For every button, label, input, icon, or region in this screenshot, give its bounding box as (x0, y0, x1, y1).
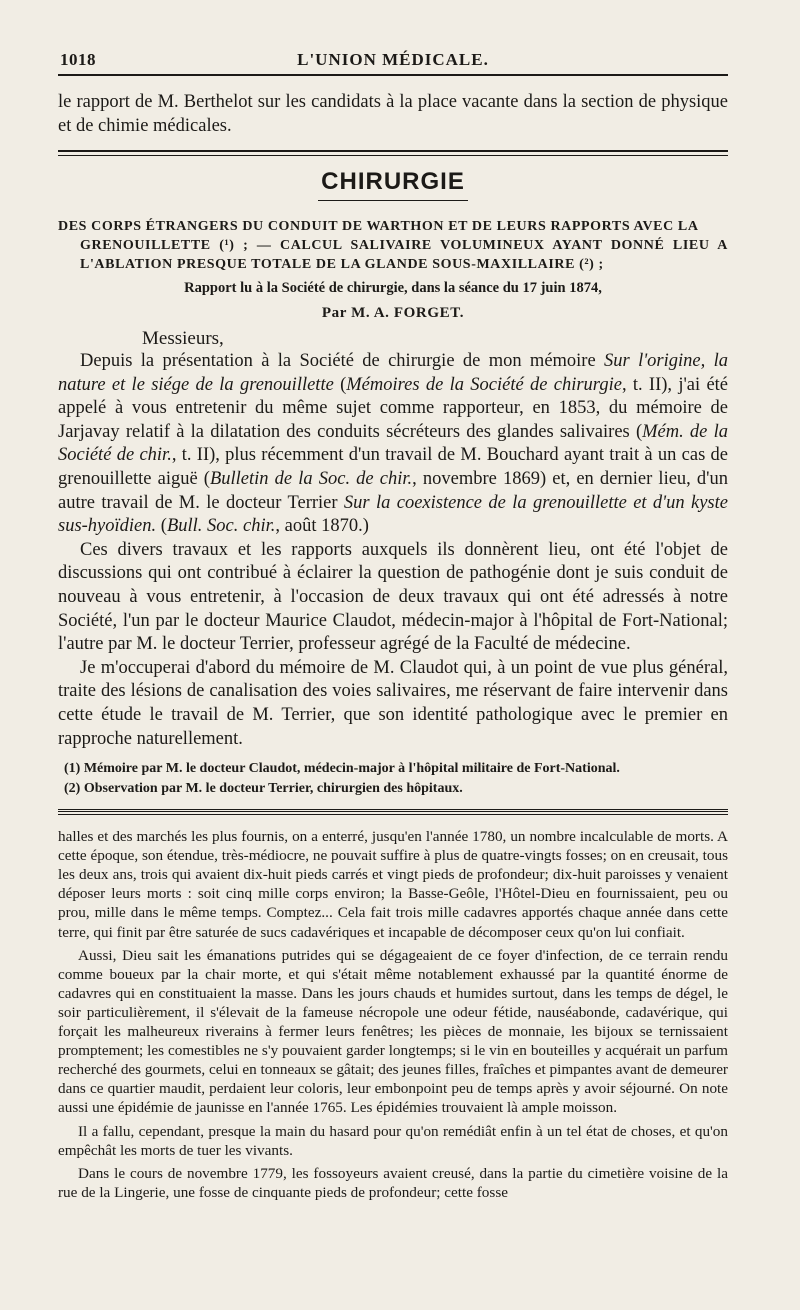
running-head (58, 40, 728, 76)
feuilleton-paragraph-3: Il a fallu, cependant, presque la main du hasard pour qu'on remédiât enfin à un tel état de choses, et qu'on empêchât les morts de tuer les vivants. (58, 1122, 728, 1159)
salutation: Messieurs, (142, 328, 224, 349)
page-number: 1018 (60, 50, 96, 69)
footnotes (58, 759, 728, 799)
article-title-line1: DES CORPS ÉTRANGERS DU CONDUIT DE WARTHON ET DE LEURS RAPPORTS AVEC LA (58, 219, 699, 234)
feuilleton-paragraph-1: halles et des marchés les plus fournis, on a enterré, jusqu'en l'année 1780, un nombre incalculable de morts. A cette époque, son étendue, très-médiocre, ne pouvait suffire à plus de quatre-vingts fosses; on en creusait, tous les deux ans, trois qui avaient dix-huit pieds carrés et vingt pieds de profondeur; dix-huit paroisses y venaient déposer leurs morts : soit cinq mille corps environ; la Basse-Geôle, l'Hôtel-Dieu en fournissaient, peu ou prou, mille dans le même temps. Comptez... Cela fait trois mille cadavres apportés chaque année dans cette terre, qui finit par être saturée de sucs cadavériques et incapable de décomposer ceux qu'on lui confiait. (58, 828, 728, 941)
body-paragraph-3: Je m'occuperai d'abord du mémoire de M. Claudot qui, à un point de vue plus général, traite des lésions de canalisation des voies salivaires, me réservant de faire intervenir dans cette étude le travail de M. Terrier, que son identité pathologique avec le premier en rapproche naturellement. (58, 657, 728, 749)
report-line: Rapport lu à la Société de chirurgie, dans la séance du 17 juin 1874, (184, 280, 602, 296)
footnote-1: (1) Mémoire par M. le docteur Claudot, médecin-major à l'hôpital militaire de Fort-National. (64, 761, 620, 777)
intro-paragraph: le rapport de M. Berthelot sur les candidats à la place vacante dans la section de physique et de chimie médicales. (58, 92, 728, 136)
feuilleton-paragraph-2: Aussi, Dieu sait les émanations putrides qui se dégageaient de ce foyer d'infection, de ce terrain rendu comme boueux par la chair morte, et qui s'était même notablement exhaussé par la quantité énorme de cadavres qui en constituaient la masse. Dans les jours chauds et humides surtout, dans les temps de dégel, le soir particulièrement, il s'élevait de la fameuse nécropole une odeur fétide, nauséabonde, cadavérique, qui forçait les malheureux riverains à fermer leurs fenêtres; les pièces de monnaie, les bijoux se ternissaient promptement; les comestibles ne s'y pouvaient garder longtemps; si le vin en bouteilles y acquérait un parfum recherché des gourmets, celui en tonneaux se gâtait; des jeunes filles, fraîches et pimpantes avant de demeurer dans ce quartier maudit, perdaient leur coloris, leur embonpoint peu de temps après y avoir séjourné. On note aussi une épidémie de jaunisse en l'année 1765. Les épidémies trouvaient là ample moisson. (58, 946, 728, 1117)
article-title-rest: GRENOUILLETTE (¹) ; — CALCUL SALIVAIRE VOLUMINEUX AYANT DONNÉ LIEU A L'ABLATION PRESQUE TOTALE DE LA GLANDE SOUS-MAXILLAIRE (²) ; (80, 238, 728, 272)
feuilleton (58, 827, 728, 1202)
feuilleton-paragraph-4: Dans le cours de novembre 1779, les fossoyeurs avaient creusé, dans la partie du cimetière voisine de la rue de la Lingerie, une fosse de cinquante pieds de profondeur; cette fosse (58, 1164, 728, 1201)
footnote-2: (2) Observation par M. le docteur Terrier, chirurgien des hôpitaux. (64, 781, 463, 797)
feuilleton-divider (58, 809, 728, 815)
body-paragraph-1: Depuis la présentation à la Société de chirurgie de mon mémoire Sur l'origine, la nature et le siége de la grenouillette (Mémoires de la Société de chirurgie, t. II), j'ai été appelé à vous entretenir du même sujet comme rapporteur, en 1853, du mémoire de Jarjavay relatif à la dilatation des conduits sécréteurs des glandes salivaires (Mém. de la Société de chir., t. II), plus récemment d'un travail de M. Bouchard ayant trait à un cas de grenouillette aiguë (Bulletin de la Soc. de chir., novembre 1869) et, en dernier lieu, d'un autre travail de M. le docteur Terrier Sur la coexistence de la grenouillette et d'un kyste sus-hyoïdien. (Bull. Soc. chir., août 1870.) (58, 351, 729, 537)
journal-title: L'UNION MÉDICALE. (297, 50, 489, 69)
body-paragraph-2: Ces divers travaux et les rapports auxquels ils donnèrent lieu, ont été l'objet de discussions qui ont contribué à éclairer la question de pathogénie dont je suis conduit de nouveau à vous entretenir, à l'occasion de deux travaux qui ont été adressés à notre Société, l'un par le docteur Maurice Claudot, médecin-major à l'hôpital de Fort-National; l'autre par M. le docteur Terrier, professeur agrégé de la Faculté de médecine. (58, 539, 728, 655)
section-divider (58, 150, 728, 156)
article-title (58, 217, 728, 274)
section-title: CHIRURGIE (321, 168, 465, 195)
byline: Par M. A. FORGET. (321, 305, 465, 321)
journal-page (58, 40, 728, 1202)
article-body (58, 350, 728, 751)
title-underline (318, 200, 468, 201)
